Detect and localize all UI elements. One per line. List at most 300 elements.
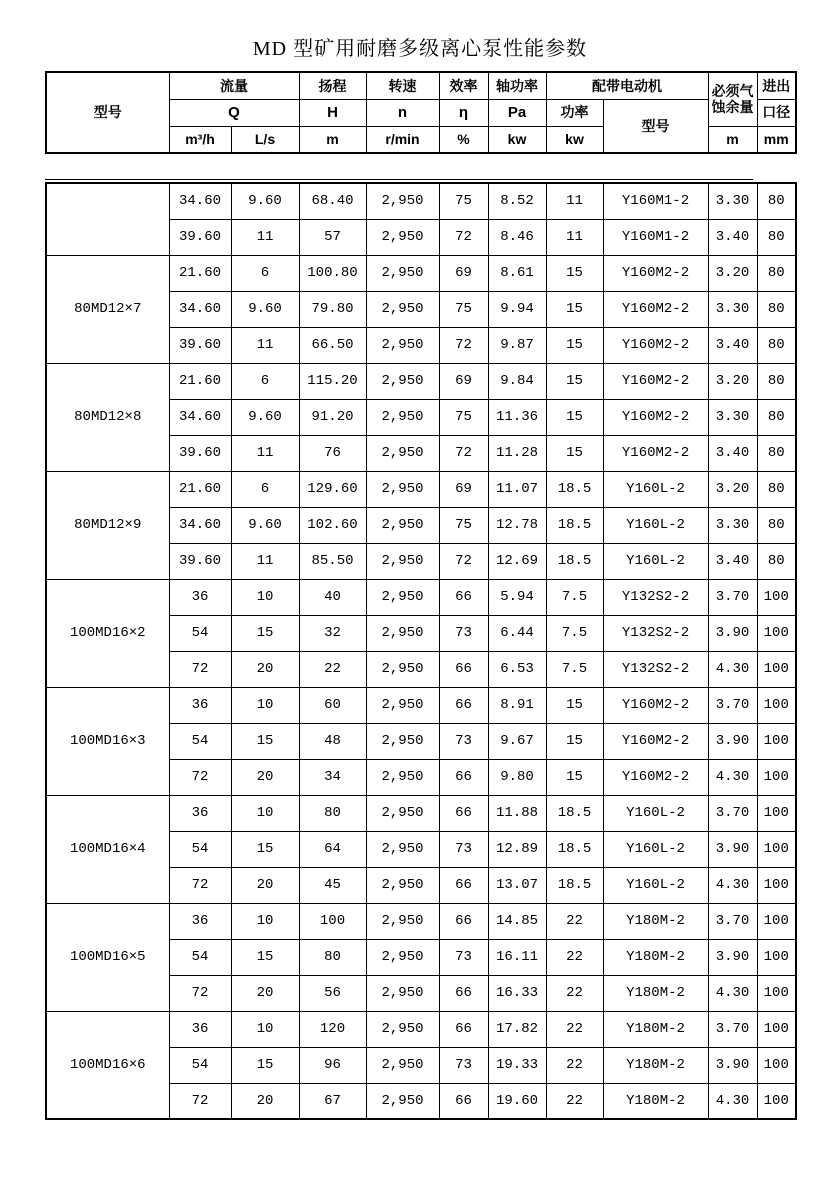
- divider-line: [45, 179, 753, 180]
- cell-motor_power_kw: 22: [546, 1047, 603, 1083]
- header-shaft-power-symbol: Pa: [488, 99, 546, 126]
- cell-q_m3h: 72: [169, 867, 231, 903]
- cell-q_ls: 20: [231, 1083, 299, 1119]
- cell-head_m: 60: [299, 687, 366, 723]
- cell-head_m: 34: [299, 759, 366, 795]
- header-flow-symbol: Q: [169, 99, 299, 126]
- cell-shaft_power_kw: 11.28: [488, 435, 546, 471]
- header-model: 型号: [46, 72, 169, 153]
- cell-q_m3h: 72: [169, 651, 231, 687]
- table-row: [46, 687, 796, 723]
- header-flow-unit-ls: L/s: [231, 126, 299, 153]
- cell-q_ls: 10: [231, 903, 299, 939]
- cell-head_m: 102.60: [299, 507, 366, 543]
- cell-shaft_power_kw: 5.94: [488, 579, 546, 615]
- cell-efficiency_pct: 69: [439, 255, 488, 291]
- cell-shaft_power_kw: 16.33: [488, 975, 546, 1011]
- pump-model-cell: 100MD16×2: [46, 579, 169, 687]
- header-speed: 转速: [366, 72, 439, 99]
- cell-port_mm: 80: [757, 255, 796, 291]
- cell-motor_power_kw: 7.5: [546, 579, 603, 615]
- cell-motor_model: Y160M2-2: [603, 399, 708, 435]
- cell-speed_rpm: 2,950: [366, 723, 439, 759]
- cell-port_mm: 100: [757, 1011, 796, 1047]
- cell-motor_power_kw: 15: [546, 327, 603, 363]
- cell-shaft_power_kw: 6.53: [488, 651, 546, 687]
- cell-efficiency_pct: 72: [439, 543, 488, 579]
- cell-shaft_power_kw: 8.91: [488, 687, 546, 723]
- cell-efficiency_pct: 66: [439, 795, 488, 831]
- cell-port_mm: 100: [757, 903, 796, 939]
- cell-head_m: 120: [299, 1011, 366, 1047]
- cell-speed_rpm: 2,950: [366, 651, 439, 687]
- cell-motor_power_kw: 15: [546, 759, 603, 795]
- cell-speed_rpm: 2,950: [366, 471, 439, 507]
- cell-npsh_m: 4.30: [708, 867, 757, 903]
- header-npsh-line1: 必须气: [711, 83, 754, 100]
- cell-q_ls: 9.60: [231, 399, 299, 435]
- header-efficiency-unit: %: [439, 126, 488, 153]
- cell-shaft_power_kw: 12.78: [488, 507, 546, 543]
- cell-motor_model: Y160M2-2: [603, 255, 708, 291]
- pump-model-cell: 100MD16×4: [46, 795, 169, 903]
- cell-motor_model: Y160L-2: [603, 507, 708, 543]
- cell-motor_model: Y132S2-2: [603, 615, 708, 651]
- cell-efficiency_pct: 72: [439, 327, 488, 363]
- cell-q_m3h: 34.60: [169, 399, 231, 435]
- cell-motor_power_kw: 22: [546, 975, 603, 1011]
- table-row: [46, 579, 796, 615]
- cell-efficiency_pct: 66: [439, 687, 488, 723]
- cell-speed_rpm: 2,950: [366, 579, 439, 615]
- cell-efficiency_pct: 66: [439, 651, 488, 687]
- cell-npsh_m: 3.90: [708, 831, 757, 867]
- cell-q_ls: 9.60: [231, 291, 299, 327]
- cell-npsh_m: 3.70: [708, 1011, 757, 1047]
- cell-npsh_m: 4.30: [708, 1083, 757, 1119]
- cell-efficiency_pct: 66: [439, 579, 488, 615]
- cell-motor_power_kw: 18.5: [546, 543, 603, 579]
- cell-q_ls: 20: [231, 867, 299, 903]
- cell-motor_power_kw: 22: [546, 1011, 603, 1047]
- cell-port_mm: 100: [757, 975, 796, 1011]
- cell-head_m: 91.20: [299, 399, 366, 435]
- cell-port_mm: 100: [757, 1083, 796, 1119]
- cell-port_mm: 80: [757, 471, 796, 507]
- cell-motor_model: Y180M-2: [603, 1011, 708, 1047]
- cell-speed_rpm: 2,950: [366, 687, 439, 723]
- cell-speed_rpm: 2,950: [366, 1047, 439, 1083]
- cell-shaft_power_kw: 19.60: [488, 1083, 546, 1119]
- cell-motor_model: Y180M-2: [603, 939, 708, 975]
- cell-npsh_m: 3.70: [708, 903, 757, 939]
- header-motor-power-unit: kw: [546, 126, 603, 153]
- cell-q_ls: 15: [231, 939, 299, 975]
- cell-npsh_m: 3.20: [708, 255, 757, 291]
- cell-port_mm: 100: [757, 939, 796, 975]
- cell-npsh_m: 3.20: [708, 471, 757, 507]
- cell-motor_model: Y160M2-2: [603, 291, 708, 327]
- cell-q_m3h: 34.60: [169, 291, 231, 327]
- cell-npsh_m: 3.40: [708, 219, 757, 255]
- cell-q_ls: 11: [231, 219, 299, 255]
- cell-head_m: 115.20: [299, 363, 366, 399]
- cell-npsh_m: 3.90: [708, 723, 757, 759]
- header-efficiency: 效率: [439, 72, 488, 99]
- cell-head_m: 85.50: [299, 543, 366, 579]
- cell-q_ls: 10: [231, 1011, 299, 1047]
- cell-head_m: 56: [299, 975, 366, 1011]
- cell-q_ls: 10: [231, 795, 299, 831]
- cell-q_ls: 15: [231, 831, 299, 867]
- cell-speed_rpm: 2,950: [366, 399, 439, 435]
- cell-q_m3h: 39.60: [169, 543, 231, 579]
- header-flow-unit-m3h: m³/h: [169, 126, 231, 153]
- cell-port_mm: 80: [757, 291, 796, 327]
- header-row-1: [46, 72, 796, 99]
- cell-speed_rpm: 2,950: [366, 831, 439, 867]
- cell-q_ls: 9.60: [231, 507, 299, 543]
- cell-motor_power_kw: 22: [546, 1083, 603, 1119]
- cell-motor_model: Y160L-2: [603, 831, 708, 867]
- cell-port_mm: 80: [757, 435, 796, 471]
- pump-model-cell: 80MD12×9: [46, 471, 169, 579]
- cell-head_m: 66.50: [299, 327, 366, 363]
- cell-npsh_m: 3.30: [708, 183, 757, 219]
- header-speed-unit: r/min: [366, 126, 439, 153]
- cell-head_m: 80: [299, 939, 366, 975]
- cell-motor_model: Y160L-2: [603, 471, 708, 507]
- header-head-symbol: H: [299, 99, 366, 126]
- cell-shaft_power_kw: 16.11: [488, 939, 546, 975]
- cell-q_m3h: 54: [169, 723, 231, 759]
- cell-head_m: 57: [299, 219, 366, 255]
- cell-motor_power_kw: 22: [546, 903, 603, 939]
- header-npsh-line2: 蚀余量: [711, 99, 754, 116]
- header-npsh-unit: m: [708, 126, 757, 153]
- cell-q_m3h: 36: [169, 579, 231, 615]
- cell-efficiency_pct: 72: [439, 435, 488, 471]
- cell-q_m3h: 39.60: [169, 327, 231, 363]
- cell-motor_power_kw: 15: [546, 723, 603, 759]
- cell-motor_model: Y180M-2: [603, 903, 708, 939]
- cell-efficiency_pct: 75: [439, 399, 488, 435]
- cell-q_m3h: 21.60: [169, 363, 231, 399]
- cell-efficiency_pct: 73: [439, 831, 488, 867]
- cell-q_m3h: 39.60: [169, 219, 231, 255]
- cell-q_ls: 11: [231, 327, 299, 363]
- cell-q_m3h: 21.60: [169, 471, 231, 507]
- cell-motor_model: Y160M2-2: [603, 327, 708, 363]
- cell-shaft_power_kw: 11.07: [488, 471, 546, 507]
- cell-q_m3h: 54: [169, 939, 231, 975]
- cell-speed_rpm: 2,950: [366, 795, 439, 831]
- cell-efficiency_pct: 66: [439, 1011, 488, 1047]
- cell-efficiency_pct: 66: [439, 903, 488, 939]
- cell-q_ls: 20: [231, 651, 299, 687]
- cell-motor_model: Y160L-2: [603, 543, 708, 579]
- cell-shaft_power_kw: 14.85: [488, 903, 546, 939]
- cell-speed_rpm: 2,950: [366, 507, 439, 543]
- cell-port_mm: 80: [757, 399, 796, 435]
- cell-npsh_m: 3.20: [708, 363, 757, 399]
- cell-q_ls: 10: [231, 579, 299, 615]
- cell-shaft_power_kw: 8.52: [488, 183, 546, 219]
- cell-motor_model: Y132S2-2: [603, 651, 708, 687]
- cell-q_ls: 11: [231, 543, 299, 579]
- cell-head_m: 40: [299, 579, 366, 615]
- cell-shaft_power_kw: 9.87: [488, 327, 546, 363]
- cell-efficiency_pct: 73: [439, 615, 488, 651]
- header-speed-symbol: n: [366, 99, 439, 126]
- cell-q_m3h: 72: [169, 759, 231, 795]
- header-flow: 流量: [169, 72, 299, 99]
- cell-npsh_m: 3.40: [708, 435, 757, 471]
- cell-shaft_power_kw: 19.33: [488, 1047, 546, 1083]
- cell-q_m3h: 36: [169, 903, 231, 939]
- pump-model-cell: 80MD12×8: [46, 363, 169, 471]
- cell-port_mm: 80: [757, 507, 796, 543]
- cell-efficiency_pct: 75: [439, 507, 488, 543]
- cell-head_m: 129.60: [299, 471, 366, 507]
- cell-npsh_m: 4.30: [708, 975, 757, 1011]
- cell-speed_rpm: 2,950: [366, 867, 439, 903]
- cell-npsh_m: 3.70: [708, 795, 757, 831]
- cell-motor_model: Y180M-2: [603, 1083, 708, 1119]
- cell-port_mm: 100: [757, 579, 796, 615]
- cell-port_mm: 100: [757, 651, 796, 687]
- cell-head_m: 76: [299, 435, 366, 471]
- cell-shaft_power_kw: 11.36: [488, 399, 546, 435]
- cell-head_m: 79.80: [299, 291, 366, 327]
- cell-npsh_m: 3.90: [708, 939, 757, 975]
- cell-q_m3h: 36: [169, 795, 231, 831]
- cell-efficiency_pct: 73: [439, 723, 488, 759]
- page-title: MD 型矿用耐磨多级离心泵性能参数: [252, 38, 588, 60]
- cell-motor_power_kw: 18.5: [546, 471, 603, 507]
- cell-npsh_m: 3.90: [708, 1047, 757, 1083]
- cell-q_m3h: 54: [169, 1047, 231, 1083]
- cell-port_mm: 100: [757, 759, 796, 795]
- cell-speed_rpm: 2,950: [366, 183, 439, 219]
- cell-shaft_power_kw: 12.69: [488, 543, 546, 579]
- cell-head_m: 64: [299, 831, 366, 867]
- cell-port_mm: 100: [757, 687, 796, 723]
- cell-motor_power_kw: 15: [546, 291, 603, 327]
- cell-port_mm: 80: [757, 363, 796, 399]
- cell-efficiency_pct: 75: [439, 183, 488, 219]
- pump-table-header: [45, 71, 797, 154]
- cell-speed_rpm: 2,950: [366, 1011, 439, 1047]
- header-port-unit: mm: [757, 126, 796, 153]
- cell-port_mm: 80: [757, 543, 796, 579]
- cell-q_m3h: 36: [169, 1011, 231, 1047]
- cell-q_ls: 15: [231, 1047, 299, 1083]
- cell-motor_power_kw: 11: [546, 219, 603, 255]
- cell-head_m: 80: [299, 795, 366, 831]
- cell-speed_rpm: 2,950: [366, 903, 439, 939]
- cell-port_mm: 100: [757, 795, 796, 831]
- pump-model-cell: 100MD16×5: [46, 903, 169, 1011]
- cell-efficiency_pct: 75: [439, 291, 488, 327]
- cell-motor_model: Y160M2-2: [603, 435, 708, 471]
- cell-motor_model: Y160M2-2: [603, 363, 708, 399]
- cell-motor_power_kw: 18.5: [546, 795, 603, 831]
- cell-motor_power_kw: 15: [546, 435, 603, 471]
- cell-shaft_power_kw: 9.80: [488, 759, 546, 795]
- cell-motor_model: Y160M2-2: [603, 723, 708, 759]
- cell-motor_power_kw: 7.5: [546, 615, 603, 651]
- cell-q_ls: 6: [231, 471, 299, 507]
- header-efficiency-symbol: η: [439, 99, 488, 126]
- pump-model-cell: 100MD16×3: [46, 687, 169, 795]
- cell-motor_model: Y160L-2: [603, 795, 708, 831]
- cell-shaft_power_kw: 11.88: [488, 795, 546, 831]
- cell-npsh_m: 3.40: [708, 327, 757, 363]
- cell-npsh_m: 3.70: [708, 579, 757, 615]
- cell-q_m3h: 34.60: [169, 507, 231, 543]
- cell-motor_power_kw: 15: [546, 363, 603, 399]
- cell-motor_power_kw: 7.5: [546, 651, 603, 687]
- cell-head_m: 45: [299, 867, 366, 903]
- cell-head_m: 68.40: [299, 183, 366, 219]
- cell-head_m: 96: [299, 1047, 366, 1083]
- cell-q_m3h: 72: [169, 1083, 231, 1119]
- cell-motor_model: Y160L-2: [603, 867, 708, 903]
- cell-efficiency_pct: 66: [439, 975, 488, 1011]
- cell-q_m3h: 39.60: [169, 435, 231, 471]
- cell-head_m: 100: [299, 903, 366, 939]
- cell-q_ls: 10: [231, 687, 299, 723]
- cell-motor_power_kw: 18.5: [546, 507, 603, 543]
- cell-q_ls: 15: [231, 615, 299, 651]
- header-head: 扬程: [299, 72, 366, 99]
- cell-motor_model: Y180M-2: [603, 975, 708, 1011]
- cell-port_mm: 80: [757, 219, 796, 255]
- cell-q_ls: 6: [231, 363, 299, 399]
- cell-head_m: 67: [299, 1083, 366, 1119]
- header-motor: 配带电动机: [546, 72, 708, 99]
- cell-motor_power_kw: 22: [546, 939, 603, 975]
- cell-shaft_power_kw: 9.94: [488, 291, 546, 327]
- cell-shaft_power_kw: 6.44: [488, 615, 546, 651]
- header-port-line1: 进出: [757, 72, 796, 99]
- cell-port_mm: 100: [757, 615, 796, 651]
- cell-npsh_m: 4.30: [708, 759, 757, 795]
- cell-q_ls: 15: [231, 723, 299, 759]
- cell-efficiency_pct: 73: [439, 939, 488, 975]
- table-row: [46, 1011, 796, 1047]
- cell-speed_rpm: 2,950: [366, 291, 439, 327]
- table-row: [46, 795, 796, 831]
- cell-port_mm: 80: [757, 183, 796, 219]
- cell-port_mm: 100: [757, 1047, 796, 1083]
- cell-q_m3h: 21.60: [169, 255, 231, 291]
- cell-motor_power_kw: 15: [546, 687, 603, 723]
- cell-speed_rpm: 2,950: [366, 759, 439, 795]
- cell-head_m: 32: [299, 615, 366, 651]
- table-row: [46, 363, 796, 399]
- header-shaft-power: 轴功率: [488, 72, 546, 99]
- pump-model-cell: 100MD16×6: [46, 1011, 169, 1119]
- cell-efficiency_pct: 69: [439, 471, 488, 507]
- cell-shaft_power_kw: 17.82: [488, 1011, 546, 1047]
- cell-q_ls: 9.60: [231, 183, 299, 219]
- table-row: [46, 255, 796, 291]
- cell-motor_model: Y160M1-2: [603, 183, 708, 219]
- table-row: [46, 183, 796, 219]
- table-row: [46, 903, 796, 939]
- cell-speed_rpm: 2,950: [366, 1083, 439, 1119]
- cell-shaft_power_kw: 8.46: [488, 219, 546, 255]
- cell-efficiency_pct: 66: [439, 759, 488, 795]
- cell-q_ls: 11: [231, 435, 299, 471]
- pump-model-cell: [46, 183, 169, 255]
- cell-speed_rpm: 2,950: [366, 435, 439, 471]
- cell-efficiency_pct: 73: [439, 1047, 488, 1083]
- cell-npsh_m: 3.30: [708, 291, 757, 327]
- cell-port_mm: 100: [757, 723, 796, 759]
- table-row: [46, 471, 796, 507]
- cell-motor_power_kw: 15: [546, 399, 603, 435]
- cell-shaft_power_kw: 8.61: [488, 255, 546, 291]
- cell-npsh_m: 4.30: [708, 651, 757, 687]
- cell-speed_rpm: 2,950: [366, 219, 439, 255]
- cell-q_ls: 6: [231, 255, 299, 291]
- cell-motor_model: Y180M-2: [603, 1047, 708, 1083]
- cell-q_m3h: 54: [169, 615, 231, 651]
- cell-q_m3h: 34.60: [169, 183, 231, 219]
- pump-model-cell: 80MD12×7: [46, 255, 169, 363]
- cell-speed_rpm: 2,950: [366, 615, 439, 651]
- cell-head_m: 100.80: [299, 255, 366, 291]
- header-npsh: [708, 72, 757, 126]
- cell-shaft_power_kw: 9.84: [488, 363, 546, 399]
- cell-port_mm: 100: [757, 867, 796, 903]
- cell-speed_rpm: 2,950: [366, 975, 439, 1011]
- cell-speed_rpm: 2,950: [366, 543, 439, 579]
- cell-motor_power_kw: 11: [546, 183, 603, 219]
- cell-q_m3h: 72: [169, 975, 231, 1011]
- cell-npsh_m: 3.30: [708, 399, 757, 435]
- cell-head_m: 22: [299, 651, 366, 687]
- cell-q_ls: 20: [231, 975, 299, 1011]
- cell-q_m3h: 36: [169, 687, 231, 723]
- cell-port_mm: 100: [757, 831, 796, 867]
- cell-motor_power_kw: 15: [546, 255, 603, 291]
- cell-efficiency_pct: 66: [439, 1083, 488, 1119]
- cell-npsh_m: 3.70: [708, 687, 757, 723]
- cell-efficiency_pct: 72: [439, 219, 488, 255]
- cell-head_m: 48: [299, 723, 366, 759]
- cell-efficiency_pct: 69: [439, 363, 488, 399]
- cell-motor_power_kw: 18.5: [546, 867, 603, 903]
- header-head-unit: m: [299, 126, 366, 153]
- cell-q_ls: 20: [231, 759, 299, 795]
- header-shaft-power-unit: kw: [488, 126, 546, 153]
- cell-motor_model: Y132S2-2: [603, 579, 708, 615]
- cell-q_m3h: 54: [169, 831, 231, 867]
- header-port-line2: 口径: [757, 99, 796, 126]
- header-motor-model: 型号: [603, 99, 708, 153]
- pump-table-rows: [46, 183, 796, 1119]
- cell-motor_power_kw: 18.5: [546, 831, 603, 867]
- cell-speed_rpm: 2,950: [366, 327, 439, 363]
- cell-motor_model: Y160M1-2: [603, 219, 708, 255]
- cell-shaft_power_kw: 9.67: [488, 723, 546, 759]
- cell-shaft_power_kw: 12.89: [488, 831, 546, 867]
- cell-speed_rpm: 2,950: [366, 363, 439, 399]
